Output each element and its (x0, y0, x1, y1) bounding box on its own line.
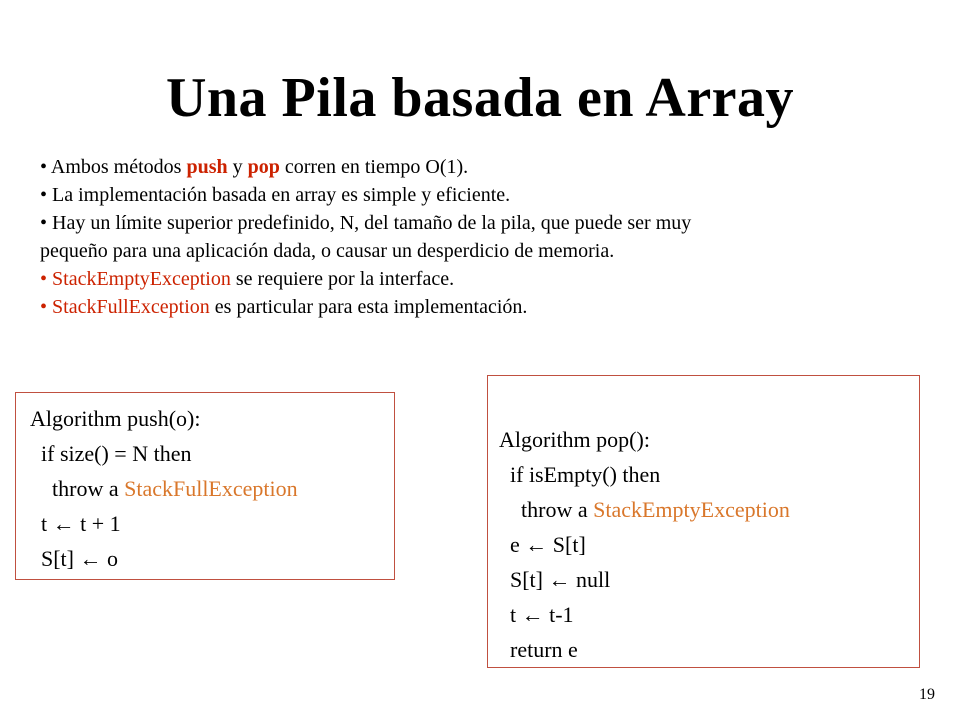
code-line: t ← t + 1 (30, 511, 121, 536)
bullet-item (40, 265, 940, 293)
bullet-item: • Hay un límite superior predefinido, N, del tamaño de la pila, que puede ser muy (40, 212, 692, 234)
bullet-item (40, 293, 940, 321)
exception-name: StackFullException (52, 296, 210, 318)
code-line: e ← S[t] (499, 532, 586, 557)
bullet-marker: • (40, 268, 53, 290)
code-line: Algorithm pop(): (499, 427, 650, 452)
bullet-text: es particular para esta implementación. (209, 296, 528, 318)
exception-name: StackEmptyException (593, 497, 790, 522)
code-line (30, 471, 394, 506)
push-algorithm-box (15, 392, 395, 580)
exception-name: StackEmptyException (52, 268, 231, 290)
bullet-item: • La implementación basada en array es simple y eficiente. (40, 184, 511, 206)
code-line: if size() = N then (30, 441, 192, 466)
bullet-text: y (227, 156, 248, 178)
keyword-pop: pop (247, 156, 280, 178)
code-line: S[t] ← null (499, 567, 611, 592)
bullet-item-continued: pequeño para una aplicación dada, o causar un desperdicio de memoria. (40, 240, 615, 262)
code-line (499, 492, 919, 527)
bullet-text: corren en tiempo O(1). (279, 156, 469, 178)
bullet-text: se requiere por la interface. (230, 268, 455, 290)
exception-name: StackFullException (124, 476, 298, 501)
bullet-list (40, 153, 940, 321)
keyword-push: push (186, 156, 228, 178)
code-line: return e (499, 637, 578, 662)
page-number: 19 (919, 686, 935, 703)
bullet-text: • Ambos métodos (40, 156, 187, 178)
code-line: if isEmpty() then (499, 462, 661, 487)
code-line: t ← t-1 (499, 602, 574, 627)
bullet-item (40, 153, 940, 181)
code-text: throw a (30, 476, 125, 501)
pop-algorithm-box (487, 375, 920, 668)
slide-title: Una Pila basada en Array (165, 67, 795, 129)
code-line: Algorithm push(o): (30, 406, 201, 431)
bullet-marker: • (40, 296, 53, 318)
code-line: S[t] ← o (30, 546, 118, 571)
code-text: throw a (499, 497, 594, 522)
